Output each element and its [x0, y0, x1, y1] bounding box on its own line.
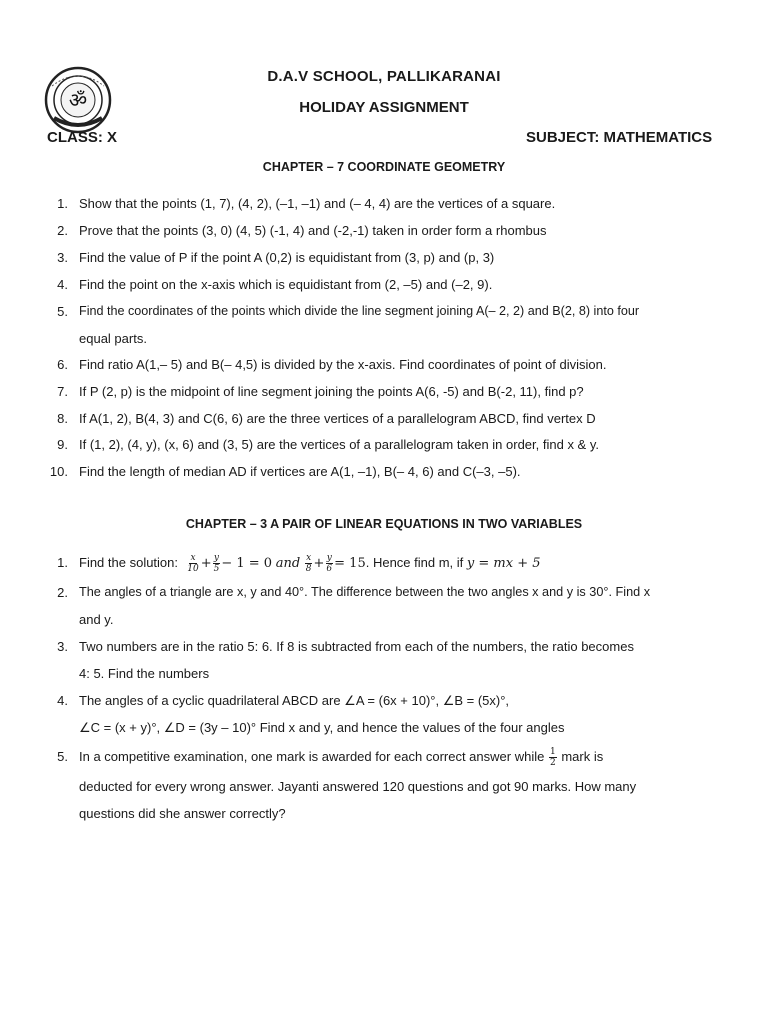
question-text-a: In a competitive examination, one mark is awarded for each correct answer while — [79, 749, 545, 764]
denominator: 5 — [213, 564, 220, 575]
fraction — [213, 553, 221, 574]
question-number: 3. — [57, 250, 68, 265]
question-number: 4. — [57, 277, 68, 292]
denominator: 2 — [549, 758, 556, 769]
assignment-title: HOLIDAY ASSIGNMENT — [299, 99, 469, 116]
question-text-b: mark is — [561, 749, 604, 764]
question-text: If (1, 2), (4, y), (x, 6) and (3, 5) are the vertices of a parallelogram taken in order, find x & y. — [79, 437, 599, 452]
denominator: 10 — [187, 564, 199, 575]
question-number: 9. — [57, 437, 68, 452]
subject-label: SUBJECT: MATHEMATICS — [526, 129, 713, 146]
numerator: 1 — [549, 747, 556, 758]
question-text-continued: questions did she answer correctly? — [79, 806, 286, 821]
question-number: 2. — [57, 585, 68, 600]
denominator: 6 — [326, 564, 333, 575]
question-number: 10. — [49, 464, 68, 479]
question-text: Prove that the points (3, 0) (4, 5) (-1, 4) and (-2,-1) taken in order form a rhombus — [79, 223, 547, 238]
denominator: 8 — [305, 564, 312, 575]
question-text: Find the coordinates of the points which divide the line segment joining A(– 2, 2) and B(2, 8) into four — [79, 304, 640, 318]
question-text: Find ratio A(1,– 5) and B(– 4,5) is divided by the x-axis. Find coordinates of point of division. — [79, 357, 607, 372]
numerator: x — [190, 553, 196, 564]
school-name: D.A.V SCHOOL, PALLIKARANAI — [267, 68, 501, 85]
equation: y = mx + 5 — [466, 556, 541, 571]
question-number: 1. — [57, 555, 68, 570]
equation-part: − 1 = 0 — [221, 556, 273, 571]
fraction — [305, 553, 313, 574]
fraction — [549, 747, 557, 768]
chapter-7-title: CHAPTER – 7 COORDINATE GEOMETRY — [262, 160, 506, 174]
question-lead: Find the solution: — [79, 555, 179, 570]
operator: + — [313, 556, 325, 571]
question-number: 7. — [57, 384, 68, 399]
question-number: 3. — [57, 639, 68, 654]
question-number: 5. — [57, 749, 68, 764]
question-mid-text: . Hence find m, if — [365, 555, 464, 570]
question-text: Two numbers are in the ratio 5: 6. If 8 is subtracted from each of the numbers, the ratio becomes — [79, 639, 634, 654]
question-number: 2. — [57, 223, 68, 238]
question-number: 4. — [57, 693, 68, 708]
question-text-continued: equal parts. — [79, 331, 147, 346]
question-number: 8. — [57, 411, 68, 426]
question-text: If P (2, p) is the midpoint of line segment joining the points A(6, -5) and B(-2, 11), find p? — [79, 384, 584, 399]
numerator: y — [326, 553, 332, 564]
question-text: Show that the points (1, 7), (4, 2), (–1, –1) and (– 4, 4) are the vertices of a square. — [79, 196, 556, 211]
fraction — [325, 553, 333, 574]
question-text-continued: and y. — [79, 612, 114, 627]
question-text: Find the length of median AD if vertices are A(1, –1), B(– 4, 6) and C(–3, –5). — [79, 464, 521, 479]
question-text-continued: ∠C = (x + y)°, ∠D = (3y – 10)° Find x and y, and hence the values of the four angles — [79, 720, 565, 735]
class-label: CLASS: X — [47, 129, 118, 146]
question-number: 6. — [57, 357, 68, 372]
equation-part: = 15 — [334, 556, 366, 571]
question-text: Find the point on the x-axis which is equidistant from (2, –5) and (–2, 9). — [79, 277, 493, 292]
fraction — [186, 553, 199, 574]
question-text — [79, 743, 603, 770]
chapter-3-title: CHAPTER – 3 A PAIR OF LINEAR EQUATIONS IN TWO VARIABLES — [185, 517, 583, 531]
question-text: If A(1, 2), B(4, 3) and C(6, 6) are the three vertices of a parallelogram ABCD, find vertex D — [79, 411, 596, 426]
question-number: 5. — [57, 304, 68, 319]
numerator: x — [306, 553, 312, 564]
numerator: y — [213, 553, 220, 564]
question-text — [79, 549, 541, 577]
question-text-continued: 4: 5. Find the numbers — [79, 666, 210, 681]
question-text: The angles of a triangle are x, y and 40°. The difference between the two angles x and y is 30°. Find x — [79, 585, 651, 599]
question-text-continued: deducted for every wrong answer. Jayanti answered 120 questions and got 90 marks. How many — [79, 779, 637, 794]
conjunction: and — [275, 556, 301, 571]
question-text: The angles of a cyclic quadrilateral ABCD are ∠A = (6x + 10)°, ∠B = (5x)°, — [79, 693, 510, 708]
operator: + — [200, 556, 212, 571]
question-number: 1. — [57, 196, 68, 211]
svg-text:ॐ: ॐ — [68, 88, 88, 112]
question-text: Find the value of P if the point A (0,2) is equidistant from (3, p) and (p, 3) — [79, 250, 495, 265]
